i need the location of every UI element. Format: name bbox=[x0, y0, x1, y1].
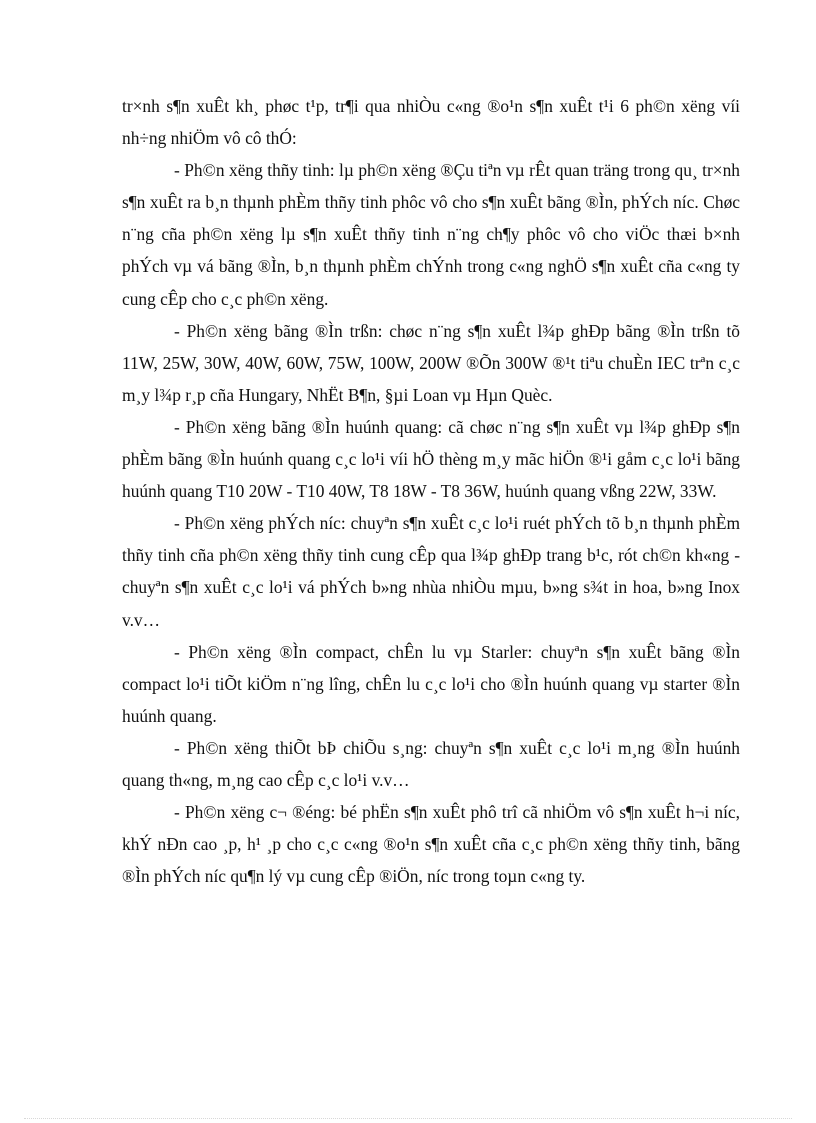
paragraph-thermos-workshop: - Ph©n xëng phÝch níc: chuyªn s¶n xuÊt c¸c lo¹i ruét phÝch tõ b¸n thµnh phÈm thñy tinh cña ph©n xëng thñy tinh cung cÊp qua l¾p ghÐp trang b¹c, rót ch©n kh«ng - chuyªn s¶n xuÊt c¸c lo¹i vá phÝch b»ng nhùa nhiÒu mµu, b»ng s¾t in hoa, b»ng Inox v.v… bbox=[122, 513, 740, 630]
paragraph-round-bulb-workshop: - Ph©n xëng bãng ®Ìn trßn: chøc n¨ng s¶n xuÊt l¾p ghÐp bãng ®Ìn trßn tõ 11W, 25W, 30W, 40W, 60W, 75W, 100W, 200W ®Õn 300W ®¹t tiªu chuÈn IEC trªn c¸c m¸y l¾p r¸p cña Hungary, NhËt B¶n, §µi Loan vµ Hµn Quèc. bbox=[122, 320, 740, 405]
page-bottom-divider bbox=[24, 1118, 792, 1119]
paragraph-intro: tr×nh s¶n xuÊt kh¸ phøc t¹p, tr¶i qua nhiÒu c«ng ®o¹n s¶n xuÊt t¹i 6 ph©n xëng víi nh÷ng nhiÖm vô cô thÓ: bbox=[122, 96, 740, 149]
paragraph-compact-workshop: - Ph©n xëng ®Ìn compact, chÊn lu vµ Starler: chuyªn s¶n xuÊt bãng ®Ìn compact lo¹i tiÕt kiÖm n¨ng lîng, chÊn lu c¸c lo¹i cho ®Ìn huúnh quang vµ starter ®Ìn huúnh quang. bbox=[122, 641, 740, 726]
paragraph-lighting-equipment-workshop: - Ph©n xëng thiÕt bÞ chiÕu s¸ng: chuyªn s¶n xuÊt c¸c lo¹i m¸ng ®Ìn huúnh quang th«ng, m¸ng cao cÊp c¸c lo¹i v.v… bbox=[122, 737, 740, 790]
paragraph-mechanical-workshop: - Ph©n xëng c¬ ®éng: bé phËn s¶n xuÊt phô trî cã nhiÖm vô s¶n xuÊt h¬i níc, khÝ nÐn cao ¸p, h¹ ¸p cho c¸c c«ng ®o¹n s¶n xuÊt cña c¸c ph©n xëng thñy tinh, bãng ®Ìn phÝch níc qu¶n lý vµ cung cÊp ®iÖn, níc trong toµn c«ng ty. bbox=[122, 802, 740, 887]
paragraph-glass-workshop: - Ph©n xëng thñy tinh: lµ ph©n xëng ®Çu tiªn vµ rÊt quan träng trong qu¸ tr×nh s¶n xuÊt ra b¸n thµnh phÈm thñy tinh phôc vô cho s¶n xuÊt bãng ®Ìn, phÝch níc. Chøc n¨ng cña ph©n xëng lµ s¶n xuÊt thñy tinh n¨ng ch¶y phôc vô cho viÖc thæi b×nh phÝch vµ vá bãng ®Ìn, b¸n thµnh phÈm chÝnh trong c«ng nghÖ s¶n xuÊt cña c«ng ty cung cÊp cho c¸c ph©n xëng. bbox=[122, 160, 740, 309]
body-text bbox=[122, 90, 740, 892]
paragraph-fluorescent-workshop: - Ph©n xëng bãng ®Ìn huúnh quang: cã chøc n¨ng s¶n xuÊt vµ l¾p ghÐp s¶n phÈm bãng ®Ìn huúnh quang c¸c lo¹i víi hÖ thèng m¸y mãc hiÖn ®¹i gåm c¸c lo¹i bãng huúnh quang T10 20W - T10 40W, T8 18W - T8 36W, huúnh quang vßng 22W, 33W. bbox=[122, 416, 740, 502]
